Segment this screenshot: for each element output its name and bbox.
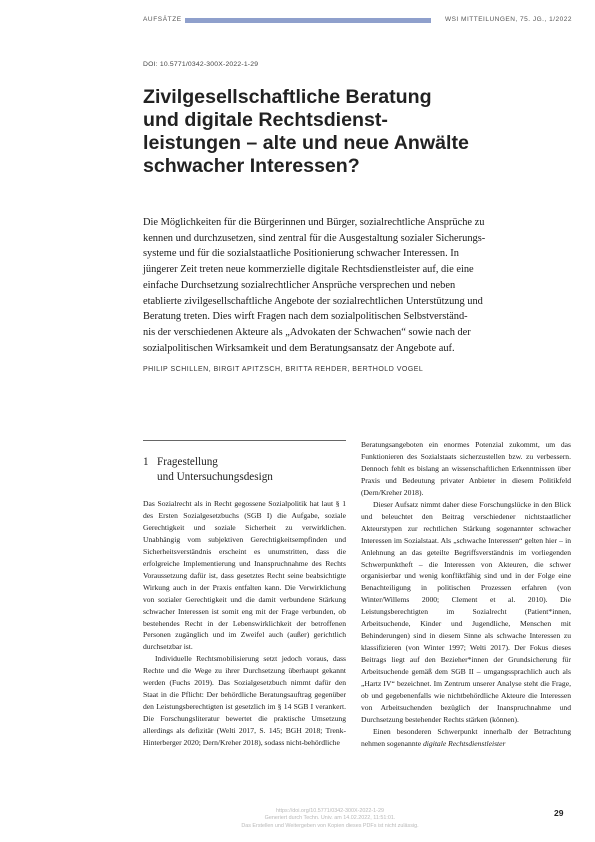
title-line: leistungen – alte und neue Anwälte	[143, 132, 469, 154]
abstract-line: Beratung treten. Dies wirft Fragen nach dem sozialpolitischen Selbstverständ-	[143, 311, 468, 323]
journal-info: WSI MITTEILUNGEN, 75. JG., 1/2022	[444, 16, 572, 23]
authors: PHILIP SCHILLEN, BIRGIT APITZSCH, BRITTA REHDER, BERTHOLD VOGEL	[143, 366, 424, 373]
paragraph	[361, 726, 571, 750]
section-number: 1	[143, 456, 149, 468]
paragraph: Das Sozialrecht als in Recht gegossene Sozialpolitik hat laut § 1 des Ersten Sozialgesetzbuchs (SGB I) die Aufgabe, soziale Gerechtigkeit und soziale Sicherheit zu verwirklichen. Unabhängig vom subjektiven Gerechtigkeitsempfinden und Sicherheitsverständnis erscheint es unumstritten, dass die erfolgreiche Implementierung und Inanspruchnahme des Rechts Voraussetzung dafür ist, dass gesetztes Recht seine beabsichtigte Wirkung auch in der Praxis entfalten kann. Die Verwirklichung von sozialer Gerechtigkeit und die damit verbundene Stärkung schwacher Interessen ist somit eng mit der Frage verbunden, ob bestehendes Recht in der Lebenswirklichkeit der betroffenen Personen zugänglich und im Zweifel auch (außer) gerichtlich durchsetzbar ist.	[143, 499, 346, 652]
column-rule	[143, 440, 346, 441]
download-footer	[200, 808, 460, 830]
paragraph-text: Einen besonderen Schwerpunkt innerhalb der Betrachtung nehmen sogenannte	[361, 726, 571, 748]
body-column-left	[143, 498, 346, 749]
abstract-line: etablierte zivilgesellschaftliche Angebote der sozialrechtlichen Unterstützung und	[143, 295, 483, 307]
abstract-line: nis der verschiedenen Akteure als „Advokaten der Schwachen“ sowie nach der	[143, 326, 471, 338]
section-label: AUFSÄTZE	[143, 16, 182, 23]
footer-generated: Generiert durch Techn. Univ. am 14.02.2022, 11:51:01.	[264, 815, 396, 822]
paragraph: Dieser Aufsatz nimmt daher diese Forschungslücke in den Blick und beleuchtet den Beitrag verschiedener nichtstaatlicher Akteurstypen zur rechtlichen Stärkung sogenannter schwacher Interessen im Sozialstaat. Als „schwache Interessen“ gelten hier – in Anlehnung an das geteilte Begriffsverständnis im vorliegenden Schwerpunktheft – die Interessen von Akteuren, die schwer organisierbar und wenig konfliktfähig sind und in der Folge eine Benachteiligung in politischen Prozessen erfahren (von Winter/Willems 2000; Clement et al. 2010). Die Leistungsberechtigten im Sozialrecht (Patient*innen, Arbeitsuchende, Kinder und Jugendliche, Menschen mit Behinderungen) sind in diesem Sinne als schwache Interessen zu klassifizieren (von Winter 1997; Welti 2017). Der Fokus dieses Beitrags liegt auf den Bezieher*innen der Grundsicherung für Arbeitsuchende gemäß dem SGB II – umgangssprachlich auch als „Hartz IV“ bezeichnet. Im Zentrum unserer Analyse steht die Frage, ob und gegebenenfalls wie nichtbehördliche Akteure die Interessen von Arbeitsuchenden bezüglich der Inanspruchnahme und Durchsetzung bestehender Rechts stärken (können).	[361, 499, 571, 724]
abstract-line: jüngerer Zeit treten neue kommerzielle digitale Rechtsdienstleister auf, die eine	[143, 264, 474, 276]
title-line: schwacher Interessen?	[143, 155, 360, 177]
abstract-line: systeme und für die sozialstaatliche Positionierung schwacher Interessen. In	[143, 248, 459, 260]
paragraph: Individuelle Rechtsmobilisierung setzt jedoch voraus, dass Rechte und die Wege zu ihrer Durchsetzung überhaupt gekannt werden (Fuchs 2019). Das Sozialgesetzbuch nimmt dafür den Staat in die Pflicht: Der behördliche Beratungsauftrag gegenüber den Leistungsberechtigten ist gesetzlich im § 14 SGB I verankert. Die Forschungsliteratur bewertet die praktische Umsetzung allerdings als defizitär (Welti 2017, S. 145; BGH 2018; Trenk-Hinterberger 2020; Dern/Kreher 2018), sodass nicht-behördliche	[143, 654, 346, 748]
title-line: Zivilgesellschaftliche Beratung	[143, 86, 432, 108]
title-line: und digitale Rechtsdienst-	[143, 109, 388, 131]
abstract-line: Die Möglichkeiten für die Bürgerinnen und Bürger, sozialrechtliche Ansprüche zu	[143, 217, 485, 228]
emphasis-text: digitale Rechtsdienstleister	[423, 738, 506, 748]
abstract-line: kennen und durchzusetzen, sind zentral für die Ausgestaltung sozialer Sicherungs-	[143, 232, 486, 244]
page-number: 29	[554, 808, 564, 818]
paragraph: Beratungsangeboten ein enormes Potenzial zukommt, um das Funktionieren des Sozialstaats sicherzustellen bzw. zu verbessern. Dennoch fehlt es bislang an wissenschaftlichen Erkenntnissen über Praxis und Bedeutung privater Anbieter in diesem Politikfeld (Dern/Kreher 2018).	[361, 440, 571, 497]
doi[interactable]: DOI: 10.5771/0342-300X-2022-1-29	[143, 61, 259, 68]
section-title-line: und Untersuchungsdesign	[157, 471, 273, 483]
abstract	[143, 215, 572, 356]
abstract-line: sozialpolitischen Wirksamkeit und dem Beratungsansatz der Angebote auf.	[143, 342, 455, 354]
footer-doi[interactable]: https://doi.org/10.5771/0342-300X-2022-1-29	[276, 808, 384, 814]
article-title	[143, 86, 563, 178]
header-bar	[185, 18, 431, 23]
footer-notice: Das Erstellen und Weitergeben von Kopien dieses PDFs ist nicht zulässig.	[241, 822, 419, 829]
section-title-line: Fragestellung	[157, 456, 218, 468]
body-column-right	[361, 439, 571, 750]
abstract-line: einfache Durchsetzung sozialrechtlicher Ansprüche versprechen und neben	[143, 279, 456, 291]
running-head	[143, 15, 572, 27]
